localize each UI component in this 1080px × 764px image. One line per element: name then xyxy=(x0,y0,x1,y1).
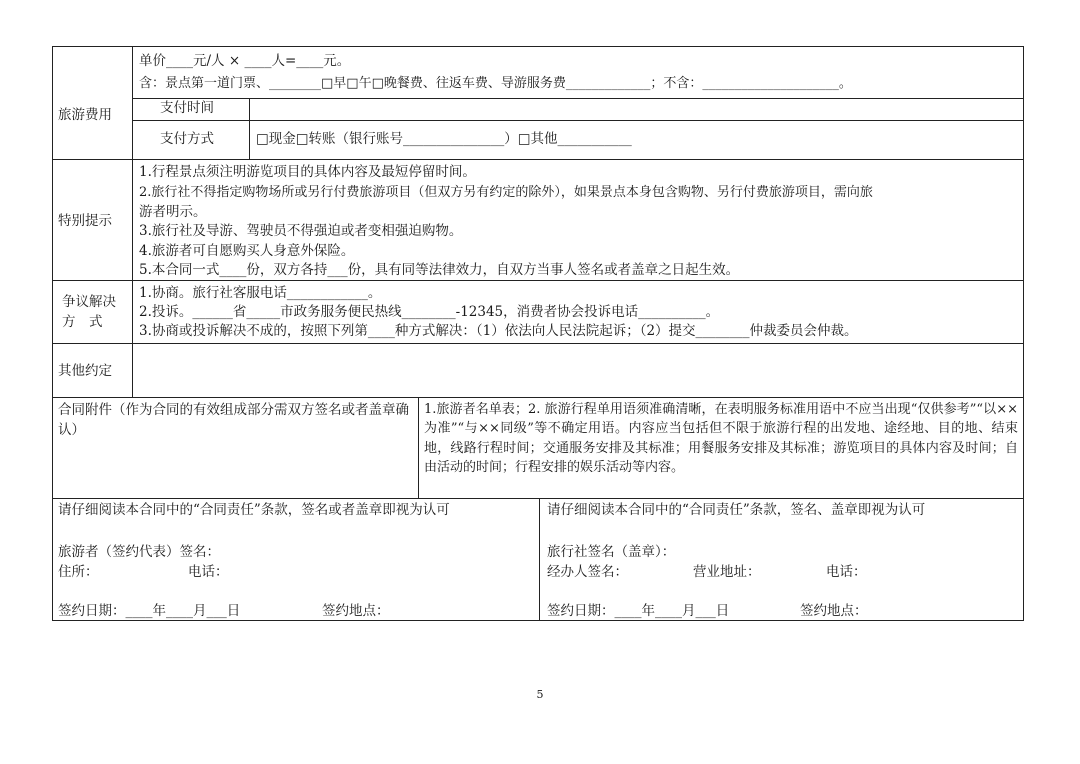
special-label: 特别提示 xyxy=(58,213,112,229)
pay-method-value: □现金□转账（银行账号_______________）□其他___________ xyxy=(256,131,632,147)
agency-date: 签约日期：____年____月___日 xyxy=(547,603,730,619)
traveler-place: 签约地点： xyxy=(322,603,390,619)
agency-notice: 请仔细阅读本合同中的“合同责任”条款，签名、盖章即视为认可 xyxy=(547,502,926,518)
agency-biz-address: 营业地址： xyxy=(693,564,761,580)
agency-place: 签约地点： xyxy=(800,603,868,619)
traveler-phone: 电话： xyxy=(188,564,229,580)
attachments-content: 1.旅游者名单表；2. 旅游行程单用语须准确清晰，在表明服务标准用语中不应当出现“仅供参考”“以××为准”“与××同级”等不确定用语。内容应当包括但不限于旅游行程的出发地、途经地、目的地、结束地，线路行程时间；交通服务安排及其标准；用餐服务安排及其标准；游览项目的具体内容及时间；自由活动的时间；行程安排的娱乐活动等内容。 xyxy=(424,402,1018,476)
special-line: 游者明示。 xyxy=(139,204,207,220)
pay-method-label: 支付方式 xyxy=(160,131,214,147)
special-line: 2.旅行社不得指定购物场所或另行付费旅游项目（但双方另有约定的除外），如果景点本身包含购物、另行付费旅游项目，需向旅 xyxy=(139,185,873,200)
traveler-sign: 旅游者（签约代表）签名： xyxy=(58,544,220,560)
agency-handler: 经办人签名： xyxy=(547,564,628,580)
special-line: 4.旅游者可自愿购买人身意外保险。 xyxy=(139,243,355,259)
fees-include-line: 含：景点第一道门票、________□早□午□晚餐费、往返车费、导游服务费_____________；不含：_____________________。 xyxy=(139,76,852,91)
traveler-notice: 请仔细阅读本合同中的“合同责任”条款，签名或者盖章即视为认可 xyxy=(58,502,450,518)
fees-label: 旅游费用 xyxy=(58,107,112,123)
agency-phone: 电话： xyxy=(826,564,867,580)
fees-price-line: 单价____元/人 × ____人=____元。 xyxy=(139,53,351,69)
dispute-label: 方 式 xyxy=(62,314,103,330)
attachments-label: 合同附件（作为合同的有效组成部分需双方签名或者盖章确认） xyxy=(58,402,409,438)
traveler-date: 签约日期：____年____月___日 xyxy=(58,603,241,619)
dispute-line: 1.协商。旅行社客服电话____________。 xyxy=(139,285,382,301)
special-line: 3.旅行社及导游、驾驶员不得强迫或者变相强迫购物。 xyxy=(139,223,463,239)
fees-label-cell xyxy=(52,46,133,160)
pay-time-value-cell xyxy=(249,98,1024,121)
dispute-line: 2.投诉。______省_____市政务服务便民热线________-12345，消费者协会投诉电话__________。 xyxy=(139,304,720,320)
dispute-label: 争议解决 xyxy=(62,294,116,310)
traveler-address: 住所： xyxy=(58,564,99,580)
dispute-line: 3.协商或投诉解决不成的，按照下列第____种方式解决：（1）依法向人民法院起诉；（2）提交________仲裁委员会仲裁。 xyxy=(139,323,858,339)
special-line: 1.行程景点须注明游览项目的具体内容及最短停留时间。 xyxy=(139,164,476,180)
page-number: 5 xyxy=(536,688,544,701)
other-label: 其他约定 xyxy=(58,363,112,379)
agency-sign: 旅行社签名（盖章）： xyxy=(547,544,676,560)
pay-time-label: 支付时间 xyxy=(160,100,214,116)
other-content-cell xyxy=(132,343,1024,398)
special-line: 5.本合同一式____份，双方各持___份，具有同等法律效力，自双方当事人签名或者盖章之日起生效。 xyxy=(139,262,740,278)
